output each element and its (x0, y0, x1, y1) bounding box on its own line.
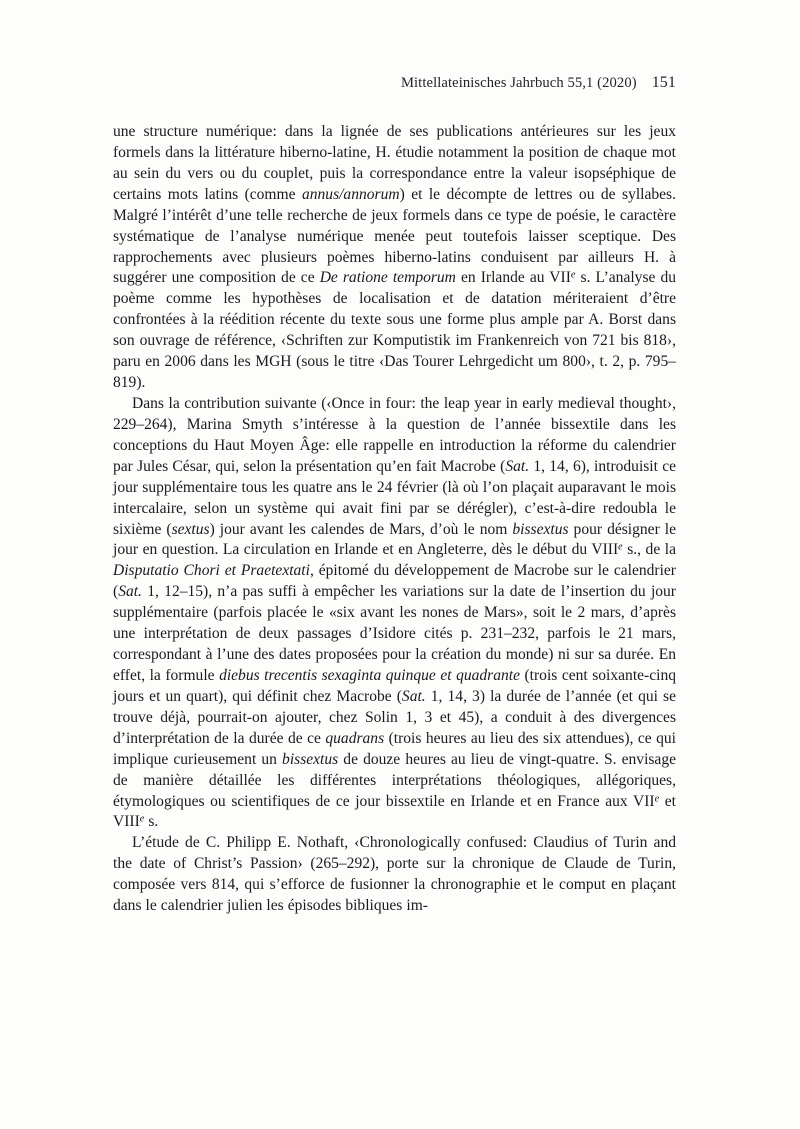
ordinal-superscript: e (139, 814, 145, 826)
italic-title: Disputatio Chori et Praetextati (113, 562, 310, 580)
running-head (113, 74, 676, 92)
paragraph-1 (113, 122, 676, 394)
text-run: une structure numérique: dans la lignée de ses publications antérieures sur les jeux formels dans la littérature hiberno-latine, H. étudie notamment la position de chaque mot au sein du vers ou du couplet, puis la correspondance entre la valeur isopséphique de certains mots latins (comme (113, 123, 676, 203)
italic-term: sextus (171, 520, 210, 538)
text-run: (trois cent soixante-cinq jours et un quart), qui définit chez Macrobe ( (113, 666, 676, 705)
ordinal-superscript: e (618, 542, 623, 554)
ordinal-superscript: e (570, 270, 576, 282)
page-number: 151 (651, 74, 676, 91)
text-run: s. (144, 813, 159, 831)
text-run: Dans la contribution suivante (‹Once in four: the leap year in early medieval thought›, 229–264), Marina Smyth s’intéresse à la question de l’année bissextile dans les conceptions du Haut Moyen Âge: elle rappelle en introduction la réforme du calendrier par Jules César, qui, selon la présentation qu’en fait Macrobe ( (113, 394, 676, 475)
text-run: 1, 14, 6), introduisit ce jour supplémentaire tous les quatre ans le 24 février (là où l’on plaçait auparavant le mois intercalaire, selon un système qui avait fini par se dérégler), c’est-à-dire redoubla le sixième ( (113, 457, 676, 538)
text-block (113, 122, 676, 917)
italic-citation: Sat. (401, 687, 426, 705)
text-run: ) et le décompte de lettres ou de syllabes. Malgré l’intérêt d’une telle recherche de jeux formels dans ce type de poésie, le caractère systématique de l’analyse numérique menée peut toutefois laisser sceptique. Des rapprochements avec plusieurs poèmes hiberno-latins conduisent par ailleurs H. à suggérer une composition de ce (113, 185, 676, 287)
text-run: ) jour avant les calendes de Mars, d’où le nom (209, 520, 513, 538)
text-run: L’étude de C. Philipp E. Nothaft, ‹Chronologically confused: Claudius of Turin and the date of Christ’s Passion› (265–292), porte sur la chronique de Claude de Turin, composée vers 814, qui s’efforce de fusionner la chronographie et le comput en plaçant dans le calendrier julien les épisodes bibliques im- (113, 834, 676, 915)
text-run: s., de la (622, 541, 676, 559)
journal-title: Mittellateinisches Jahrbuch 55,1 (2020) (400, 75, 637, 91)
italic-term: bissextus (282, 750, 339, 768)
text-run: de douze heures au lieu de vingt-quatre. S. envisage de manière détaillée les différentes interprétations théologiques, allégoriques, étymologiques ou scientifiques de ce jour bissextile en Irlande et en France aux VII (113, 750, 677, 810)
text-run: , épitomé du développement de Macrobe sur le calendrier ( (113, 562, 676, 601)
text-run: (trois heures au lieu des six attendues), ce qui implique curieusement un (113, 729, 676, 768)
italic-citation: Sat. (505, 457, 530, 475)
paragraph-3 (113, 833, 676, 917)
ordinal-superscript: e (654, 793, 660, 805)
italic-title: De ratione temporum (319, 269, 456, 287)
text-run: pour désigner le jour en question. La circulation en Irlande et en Angleterre, dès le début du VIII (113, 520, 676, 559)
text-run: et VIII (113, 792, 676, 831)
italic-quotation: diebus trecentis sexaginta quinque et quadrante (219, 666, 520, 684)
italic-term: annus/annorum (301, 185, 400, 203)
italic-term: bissextus (512, 520, 569, 538)
paragraph-2 (113, 394, 676, 833)
italic-citation: Sat. (118, 583, 142, 601)
text-run: en Irlande au VII (455, 269, 571, 287)
text-run: s. L’analyse du poème comme les hypothèses de localisation et de datation mériteraient d’être confrontées à la réédition récente du texte sous une forme plus ample par A. Borst dans son ouvrage de référence, ‹Schriften zur Komputistik im Frankenreich von 721 bis 818›, paru en 2006 dans les MGH (sous le titre ‹Das Tourer Lehrgedicht um 800›, t. 2, p. 795–819). (113, 269, 677, 392)
text-run: 1, 14, 3) la durée de l’année (et qui se trouve déjà, pourrait-on ajouter, chez Solin 1, 3 et 45), a conduit à des divergences d’interprétation de la durée de ce (113, 687, 676, 747)
italic-term: quadrans (325, 729, 385, 747)
text-run: 1, 12–15), n’a pas suffi à empêcher les variations sur la date de l’insertion du jour supplémentaire (parfois placée le «six avant les nones de Mars», soit le 2 mars, d’après une interprétation de deux passages d’Isidore cités p. 231–232, parfois le 21 mars, correspondant à l’une des dates proposées pour la création du monde) ni sur sa durée. En effet, la formule (113, 583, 676, 684)
